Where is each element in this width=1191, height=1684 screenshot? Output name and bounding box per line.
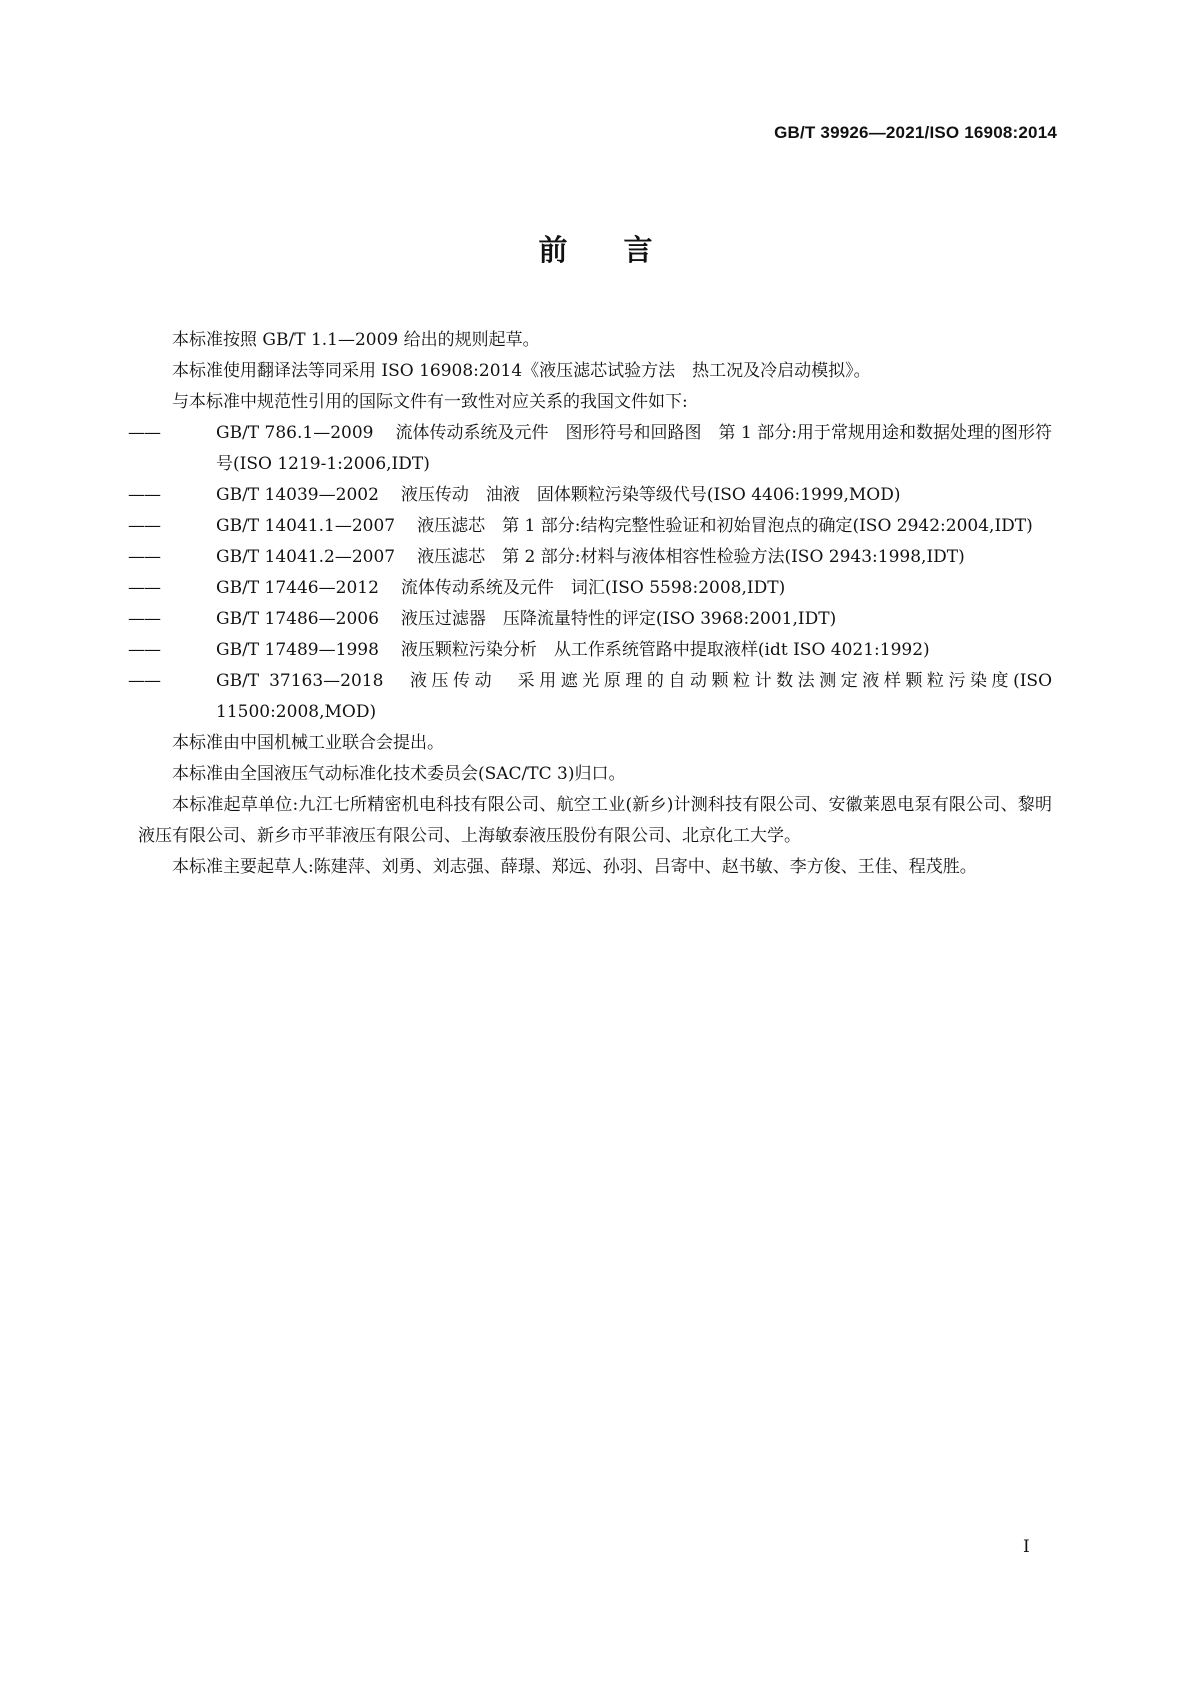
paragraph-drafters: 本标准主要起草人:陈建萍、刘勇、刘志强、薛璟、郑远、孙羽、吕寄中、赵书敏、李方俊、王佳、程茂胜。	[172, 857, 977, 877]
list-dash: ——	[128, 671, 160, 691]
reference-item	[128, 511, 1052, 542]
paragraph-translation-method: 本标准使用翻译法等同采用 ISO 16908:2014《液压滤芯试验方法 热工况及冷启动模拟》。	[172, 361, 871, 381]
list-dash: ——	[128, 578, 160, 598]
list-dash: ——	[128, 547, 160, 567]
reference-text: 液压传动 采用遮光原理的自动颗粒计数法测定液样颗粒污染度(ISO 11500:2008,MOD)	[216, 671, 1052, 722]
list-dash: ——	[128, 423, 160, 443]
reference-text: 液压滤芯 第 1 部分:结构完整性验证和初始冒泡点的确定(ISO 2942:2004,IDT)	[417, 516, 1033, 536]
paragraph-drafting-organizations: 本标准起草单位:九江七所精密机电科技有限公司、航空工业(新乡)计测科技有限公司、安徽莱恩电泵有限公司、黎明液压有限公司、新乡市平菲液压有限公司、上海敏泰液压股份有限公司、北京化工大学。	[138, 795, 1052, 846]
reference-item	[128, 635, 1052, 666]
list-dash: ——	[128, 609, 160, 629]
reference-code: GB/T 17486—2006	[216, 609, 379, 629]
reference-code: GB/T 37163—2018	[216, 671, 384, 691]
list-dash: ——	[128, 485, 160, 505]
title-char-2: 言	[623, 233, 653, 267]
reference-code: GB/T 14041.1—2007	[216, 516, 396, 536]
reference-code: GB/T 14041.2—2007	[216, 547, 396, 567]
reference-item	[128, 480, 1052, 511]
reference-item	[128, 666, 1052, 728]
reference-code: GB/T 786.1—2009	[216, 423, 374, 443]
reference-text: 液压滤芯 第 2 部分:材料与液体相容性检验方法(ISO 2943:1998,IDT)	[417, 547, 965, 567]
reference-text: 流体传动系统及元件 图形符号和回路图 第 1 部分:用于常规用途和数据处理的图形符号(ISO 1219-1:2006,IDT)	[216, 423, 1052, 474]
reference-text: 液压传动 油液 固体颗粒污染等级代号(ISO 4406:1999,MOD)	[400, 485, 901, 505]
reference-text: 流体传动系统及元件 词汇(ISO 5598:2008,IDT)	[400, 578, 786, 598]
document-body	[128, 325, 1052, 883]
reference-text: 液压颗粒污染分析 从工作系统管路中提取液样(idt ISO 4021:1992)	[400, 640, 930, 660]
reference-item	[128, 604, 1052, 635]
list-dash: ——	[128, 516, 160, 536]
paragraph-drafting-rule: 本标准按照 GB/T 1.1—2009 给出的规则起草。	[172, 330, 540, 350]
title-char-1: 前	[538, 233, 568, 267]
list-dash: ——	[128, 640, 160, 660]
reference-item	[128, 418, 1052, 480]
paragraph-reference-intro: 与本标准中规范性引用的国际文件有一致性对应关系的我国文件如下:	[172, 392, 688, 412]
paragraph-proposer: 本标准由中国机械工业联合会提出。	[172, 733, 444, 753]
page-title	[0, 228, 1191, 269]
reference-item	[128, 573, 1052, 604]
reference-item	[128, 542, 1052, 573]
reference-code: GB/T 17446—2012	[216, 578, 379, 598]
standard-code-header: GB/T 39926—2021/ISO 16908:2014	[774, 123, 1057, 142]
paragraph-technical-committee: 本标准由全国液压气动标准化技术委员会(SAC/TC 3)归口。	[172, 764, 626, 784]
reference-code: GB/T 17489—1998	[216, 640, 379, 660]
reference-code: GB/T 14039—2002	[216, 485, 379, 505]
page-number: I	[1023, 1537, 1030, 1557]
reference-text: 液压过滤器 压降流量特性的评定(ISO 3968:2001,IDT)	[400, 609, 837, 629]
